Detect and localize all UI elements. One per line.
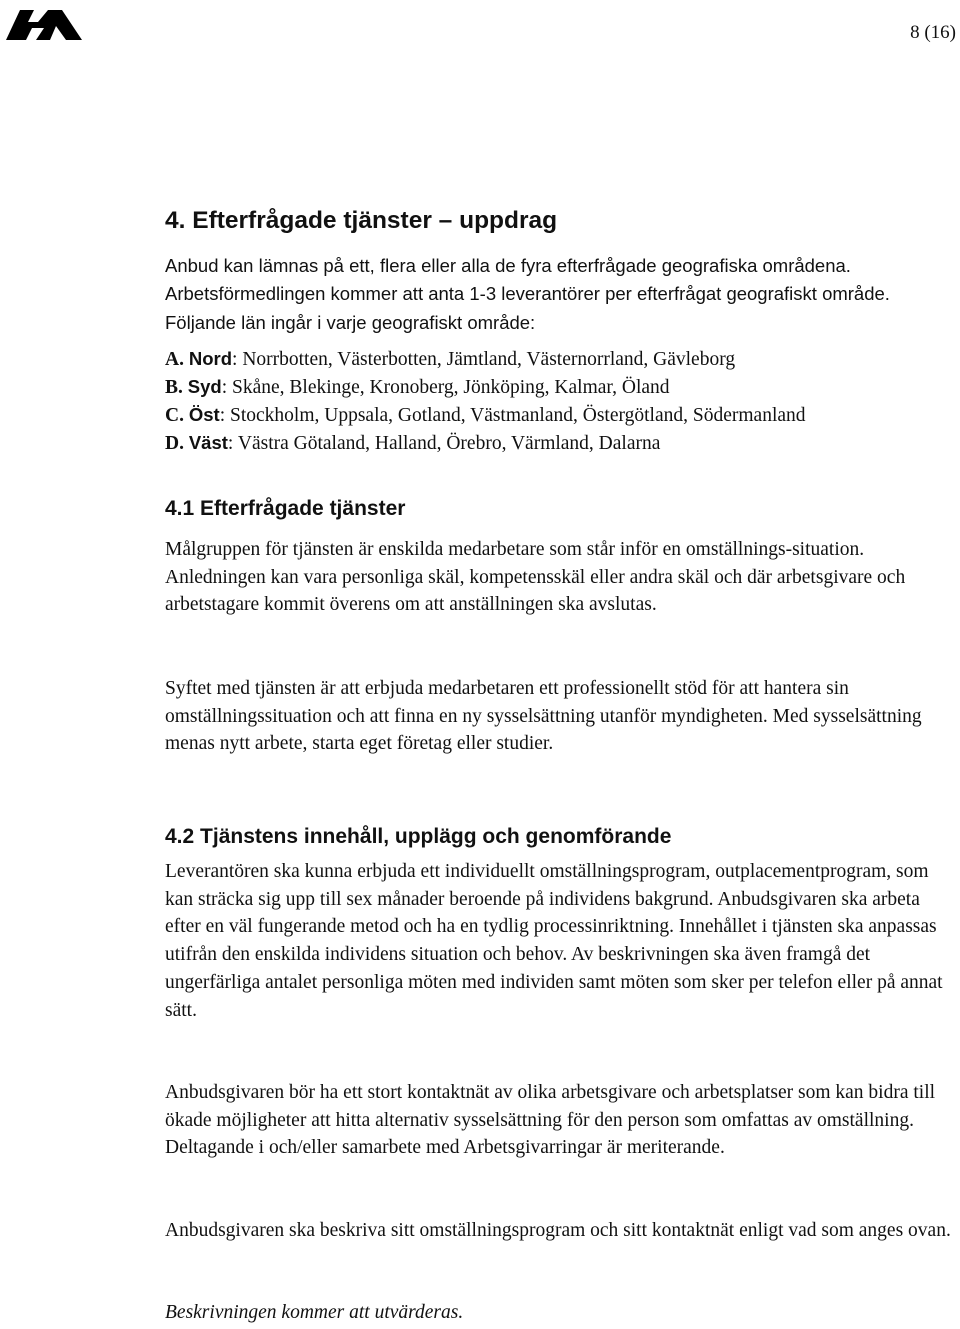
region-letter: B. — [165, 377, 183, 398]
agency-logo-icon — [4, 6, 84, 42]
region-sep: : — [227, 433, 234, 454]
section-4-2-paragraph-2: Anbudsgivaren bör ha ett stort kontaktnät av olika arbetsgivare och arbetsplatser som kan bidra till ökade möjligheter att hitta alternativ sysselsättning för den person som omfattas av omställning. Deltagande i och/eller samarbete med Arbetsgivarringar är meriterande. — [165, 1082, 936, 1159]
section-4-1-paragraph-1: Målgruppen för tjänsten är enskilda medarbetare som står inför en omställnings-situation. Anledningen kan vara personliga skäl, kompetensskäl eller andra skäl och där arbetsgivare och arbetstagare kommit överens om att anställningen ska avslutas. — [165, 539, 906, 616]
region-sep: : — [221, 377, 228, 398]
region-north — [165, 348, 735, 371]
region-counties: Västra Götaland, Halland, Örebro, Värmland, Dalarna — [233, 433, 661, 454]
region-counties: Skåne, Blekinge, Kronoberg, Jönköping, Kalmar, Öland — [227, 377, 670, 398]
region-east — [165, 404, 806, 427]
region-letter: A. — [165, 349, 184, 370]
section-4-2-paragraph-4: Beskrivningen kommer att utvärderas. — [165, 1302, 464, 1323]
region-name: Öst — [188, 404, 220, 425]
region-west — [165, 432, 660, 455]
region-name: Väst — [188, 432, 228, 453]
section-4-1-heading: 4.1 Efterfrågade tjänster — [165, 497, 406, 520]
region-counties: Norrbotten, Västerbotten, Jämtland, Västernorrland, Gävleborg — [237, 349, 736, 370]
region-name: Nord — [188, 348, 233, 369]
section-4-2-paragraph-3: Anbudsgivaren ska beskriva sitt omställningsprogram och sitt kontaktnät enligt vad som anges ovan. — [165, 1220, 951, 1241]
region-sep: : — [232, 349, 238, 370]
section-4-2-paragraph-1: Leverantören ska kunna erbjuda ett individuellt omställningsprogram, outplacementprogram, som kan sträcka sig upp till sex månader beroende på individens bakgrund. Anbudsgivaren ska arbeta efter en väl fungerande metod och ha en tydlig processinriktning. Innehållet i tjänsten ska anpassas utifrån den enskilda individens situation och behov. Av beskrivningen ska även framgå det ungerfärliga antalet personliga möten med individen samt möten som sker per telefon eller på annat sätt. — [165, 861, 943, 1021]
region-name: Syd — [187, 376, 222, 397]
section-4-intro: Anbud kan lämnas på ett, flera eller alla de fyra efterfrågade geografiska områdena. Arbetsförmedlingen kommer att anta 1-3 leverantörer per efterfrågat geografiskt område. Följande län ingår i varje geografiskt område: — [165, 255, 890, 333]
region-letter: D. — [165, 433, 184, 454]
region-letter: C. — [165, 405, 184, 426]
section-4-heading: 4. Efterfrågade tjänster – uppdrag — [165, 207, 558, 234]
section-4-1-paragraph-2: Syftet med tjänsten är att erbjuda medarbetaren ett professionellt stöd för att hantera sin omställningssituation och att finna en ny sysselsättning utanför myndigheten. Med sysselsättning menas nytt arbete, starta eget företag eller studier. — [165, 678, 922, 755]
page-number: 8 (16) — [910, 22, 956, 43]
section-4-2-heading: 4.2 Tjänstens innehåll, upplägg och genomförande — [165, 825, 672, 848]
region-south — [165, 376, 670, 399]
region-counties: Stockholm, Uppsala, Gotland, Västmanland, Östergötland, Södermanland — [225, 405, 806, 426]
region-sep: : — [219, 405, 226, 426]
